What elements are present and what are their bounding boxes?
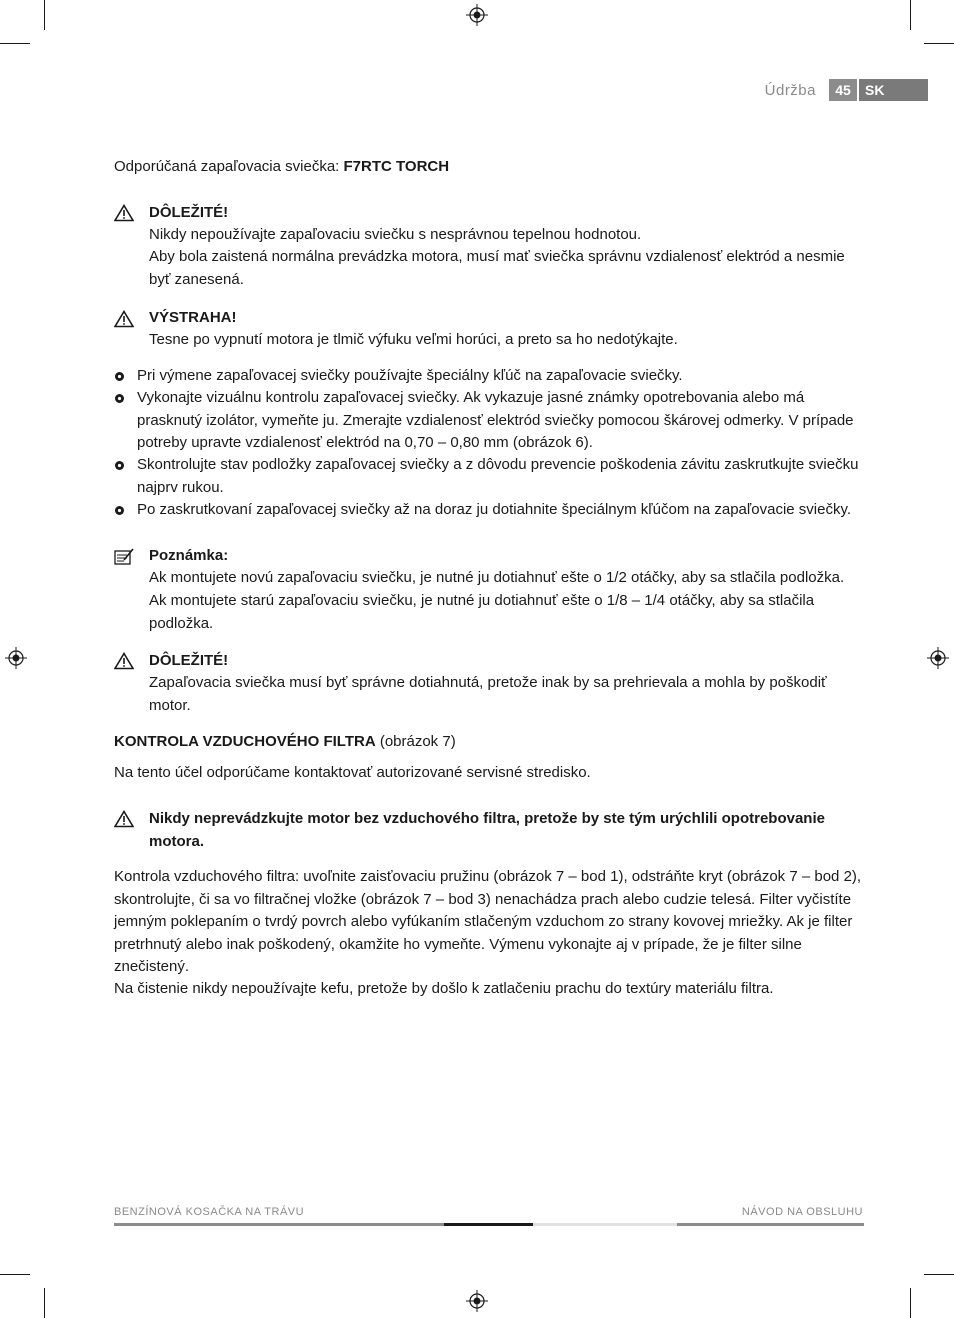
list-item: Vykonajte vizuálnu kontrolu zapaľovacej sviečky. Ak vykazuje jasné známky opotrebovania alebo má prasknutý izolátor, vymeňte ju. Zmerajte vzdialenosť elektród sviečky pomocou škárovej odmerky. V prípade potreby upravte vzdialenosť elektród na 0,70 – 0,80 mm (obrázok 6). xyxy=(137,389,854,451)
body-paragraph: Na čistenie nikdy nepoužívajte kefu, pretože by došlo k zatlačeniu prachu do textúry materiálu filtra. xyxy=(114,980,774,997)
footer-rule xyxy=(677,1223,864,1226)
warning-triangle-icon xyxy=(114,810,134,828)
bullet-icon xyxy=(114,460,125,471)
intro-text: Na tento účel odporúčame kontaktovať autorizované servisné stredisko. xyxy=(114,764,591,781)
body-paragraph: Kontrola vzduchového filtra: uvoľnite zaisťovaciu pružinu (obrázok 7 – bod 1), odstráňte kryt (obrázok 7 – bod 2), skontrolujte, či sa vo filtračnej vložke (obrázok 7 – bod 3) nenachádza prach alebo cudzie telesá. Filter vyčistíte jemným poklepaním o tvrdý povrch alebo vyfúkaním stlačeným vzduchom zo strany kovovej mriežky. Ak je filter pretrhnutý alebo inak poškodený, okamžite ho vymeňte. Výmenu vykonajte aj v prípade, že je filter silne znečistený. xyxy=(114,868,862,975)
note-title: Poznámka: xyxy=(149,547,229,564)
crop-mark xyxy=(924,43,954,44)
registration-mark-icon xyxy=(466,4,488,26)
list-item: Pri výmene zapaľovacej sviečky používajte špeciálny kľúč na zapaľovacie sviečky. xyxy=(137,367,683,384)
important-text: Aby bola zaistená normálna prevádzka motora, musí mať sviečka správnu vzdialenosť elektród a nesmie byť zanesená. xyxy=(149,248,845,288)
important-title: DÔLEŽITÉ! xyxy=(149,204,229,221)
crop-mark xyxy=(44,0,45,30)
spark-plug-label: Odporúčaná zapaľovacia sviečka: xyxy=(114,158,344,175)
crop-mark xyxy=(0,43,30,44)
section-title: Údržba xyxy=(764,82,816,99)
footer-rule xyxy=(114,1223,444,1226)
spark-plug-recommendation xyxy=(114,156,864,179)
crop-mark xyxy=(924,1274,954,1275)
section-heading-ref: (obrázok 7) xyxy=(375,733,456,750)
warning-triangle-icon xyxy=(114,652,134,670)
warning-triangle-icon xyxy=(114,204,134,222)
spark-plug-value: F7RTC TORCH xyxy=(343,158,450,175)
bullet-icon xyxy=(114,505,125,516)
warning-text: Nikdy neprevádzkujte motor bez vzduchového filtra, pretože by ste tým urýchlili opotrebovanie motora. xyxy=(149,810,825,850)
crop-mark xyxy=(0,1274,30,1275)
important-text: Zapaľovacia sviečka musí byť správne dotiahnutá, pretože inak by sa prehrievala a mohla by poškodiť motor. xyxy=(149,674,827,714)
registration-mark-icon xyxy=(5,647,27,669)
list-item: Po zaskrutkovaní zapaľovacej sviečky až na doraz ju dotiahnite špeciálnym kľúčom na zapaľovacie sviečky. xyxy=(137,501,852,518)
section-heading-title: KONTROLA VZDUCHOVÉHO FILTRA xyxy=(114,733,376,750)
important-text: Nikdy nepoužívajte zapaľovaciu sviečku s nesprávnou tepelnou hodnotou. xyxy=(149,226,642,243)
note-icon xyxy=(114,548,134,566)
note-text: Ak montujete novú zapaľovaciu sviečku, je nutné ju dotiahnuť ešte o 1/2 otáčky, aby sa stlačila podložka. xyxy=(149,569,845,586)
page-number: 45 xyxy=(829,79,857,101)
bullet-icon xyxy=(114,371,125,382)
list-item: Skontrolujte stav podložky zapaľovacej sviečky a z dôvodu prevencie poškodenia závitu zaskrutkujte sviečku najprv rukou. xyxy=(137,456,859,496)
footer-rule xyxy=(444,1223,533,1226)
crop-mark xyxy=(910,0,911,30)
warning-text: Tesne po vypnutí motora je tlmič výfuku veľmi horúci, a preto sa ho nedotýkajte. xyxy=(149,331,678,348)
crop-mark xyxy=(910,1288,911,1318)
crop-mark xyxy=(44,1288,45,1318)
warning-triangle-icon xyxy=(114,310,134,328)
footer-rule xyxy=(533,1223,677,1226)
registration-mark-icon xyxy=(927,647,949,669)
footer-left: BENZÍNOVÁ KOSAČKA NA TRÁVU xyxy=(114,1206,305,1218)
important-title: DÔLEŽITÉ! xyxy=(149,652,229,669)
footer-right: NÁVOD NA OBSLUHU xyxy=(741,1206,863,1218)
registration-mark-icon xyxy=(466,1290,488,1312)
section-heading xyxy=(114,731,864,754)
language-badge: SK xyxy=(859,79,928,101)
bullet-icon xyxy=(114,393,125,404)
warning-title: VÝSTRAHA! xyxy=(149,309,237,326)
note-text: Ak montujete starú zapaľovaciu sviečku, je nutné ju dotiahnuť ešte o 1/8 – 1/4 otáčky, aby sa stlačila podložka. xyxy=(149,592,815,632)
